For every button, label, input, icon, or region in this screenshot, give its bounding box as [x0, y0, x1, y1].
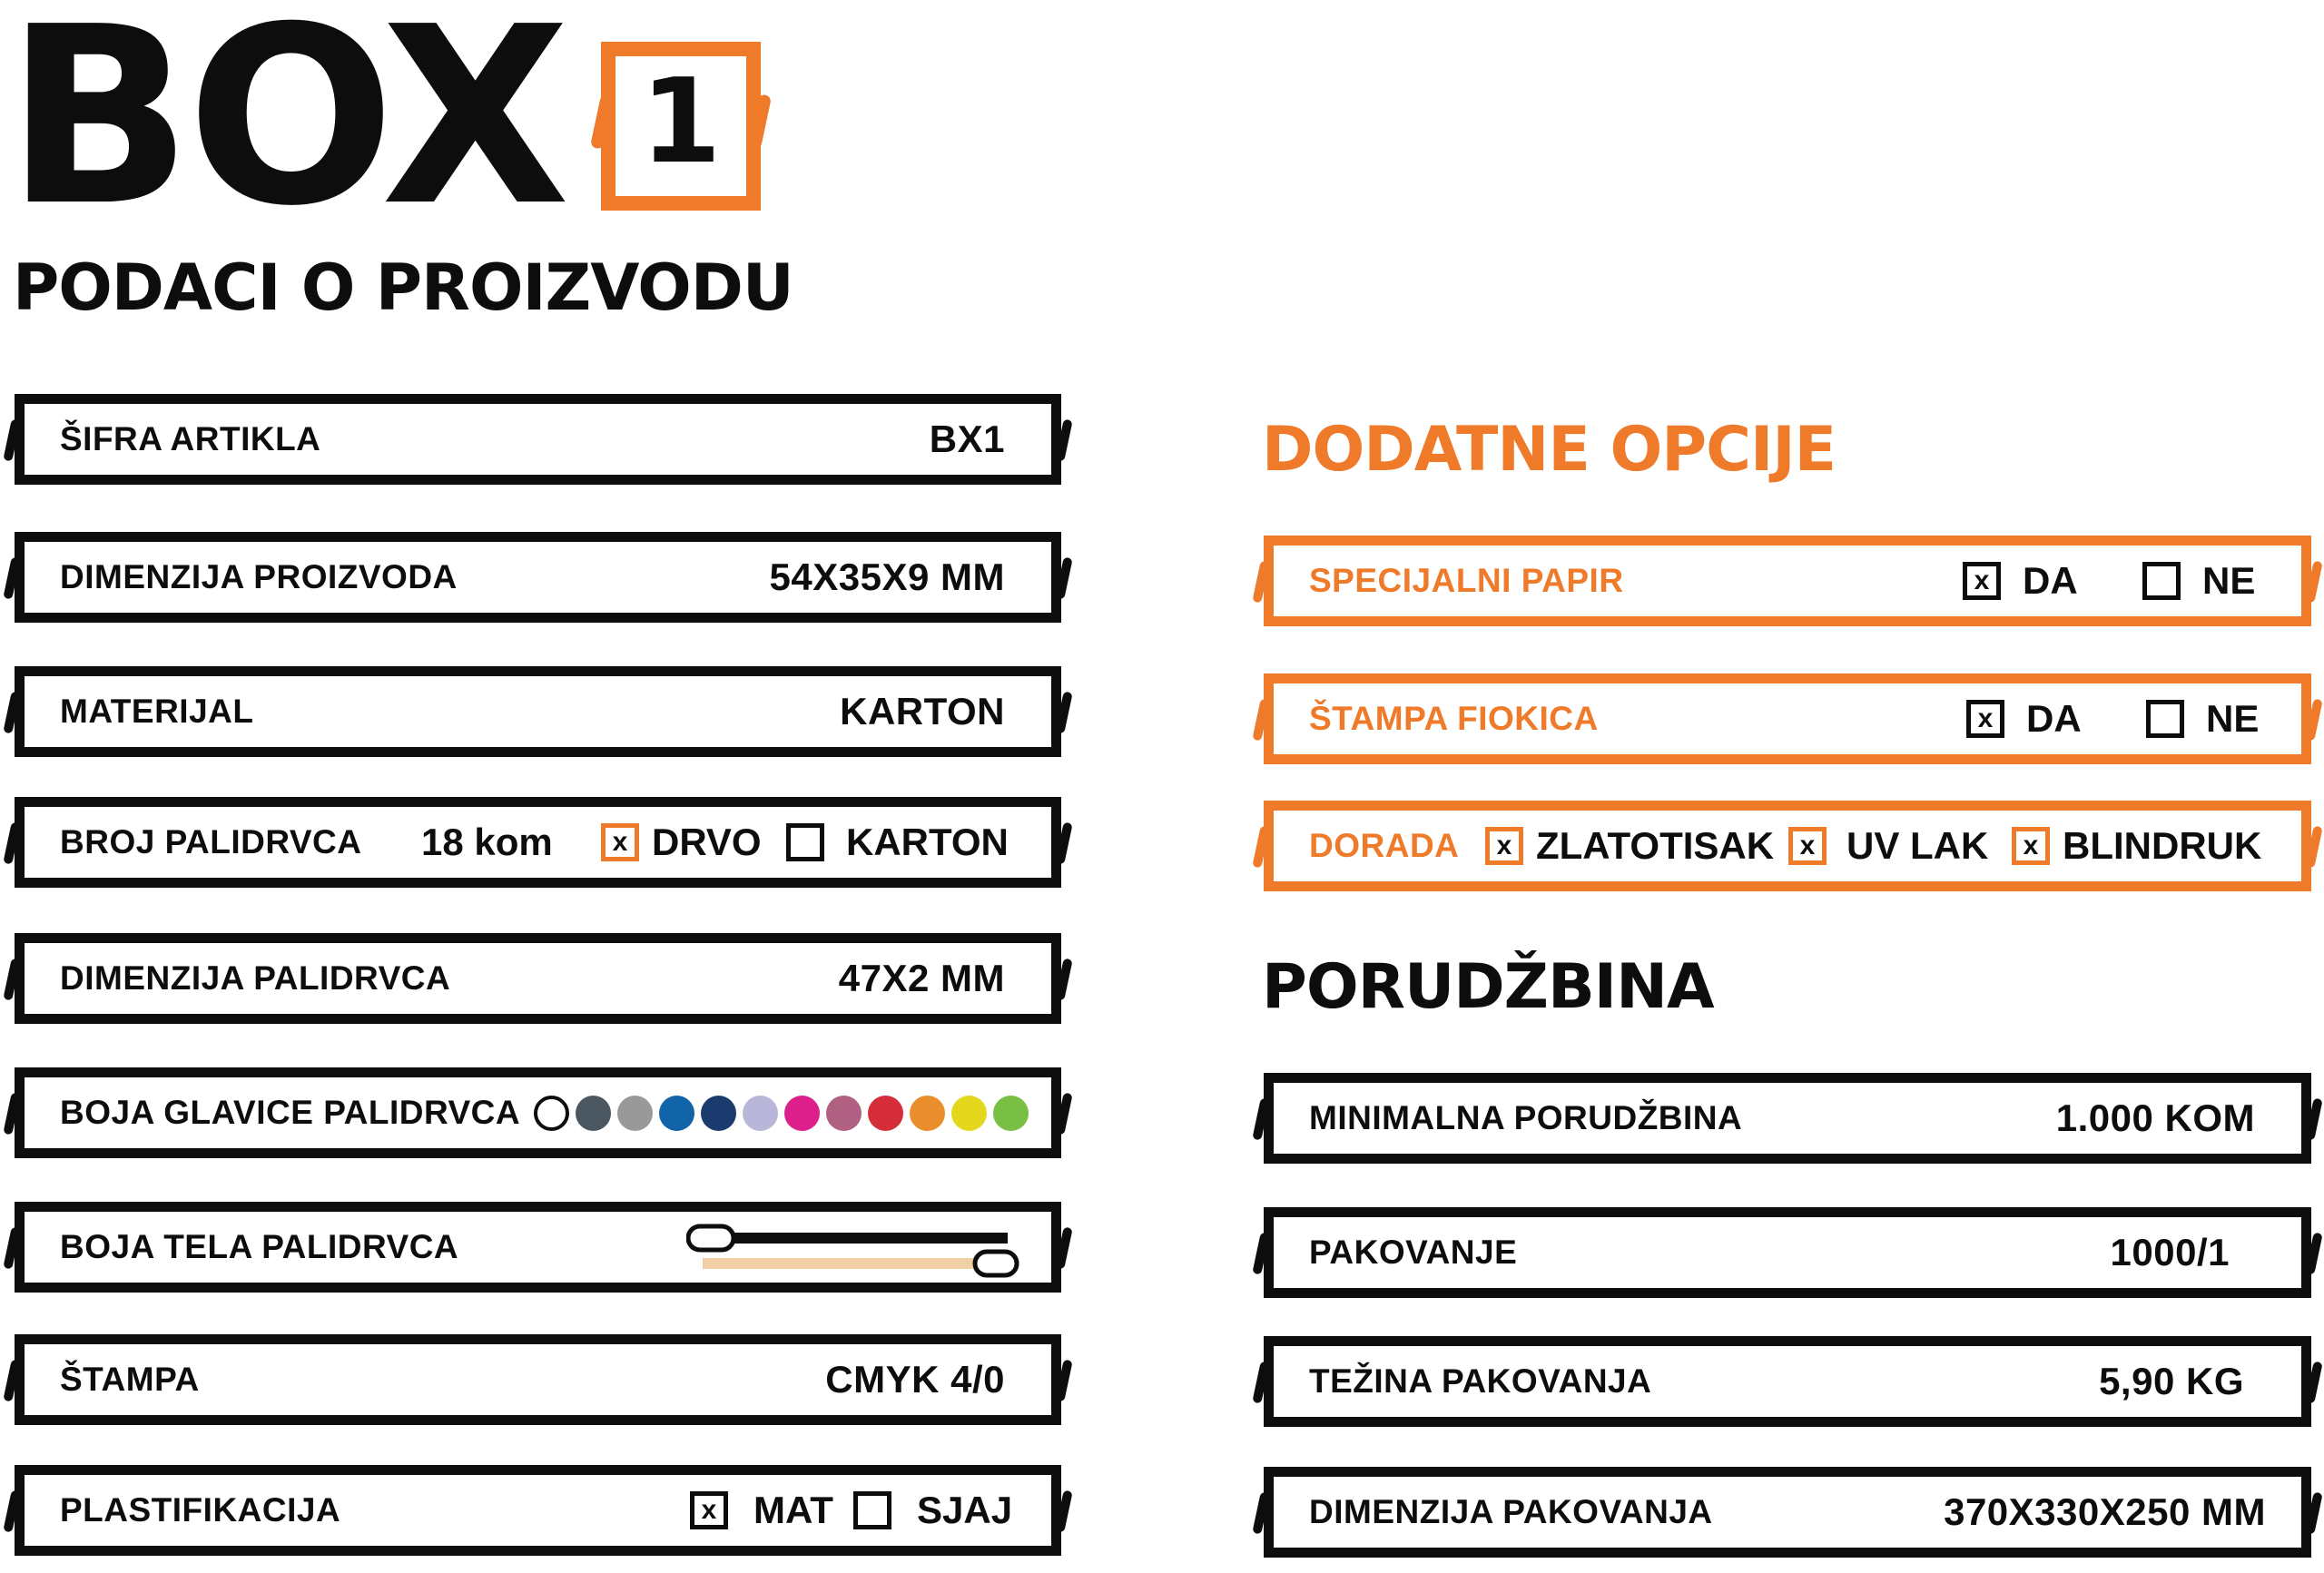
color-swatches — [534, 1067, 1029, 1158]
row-value: KARTON — [840, 690, 1005, 732]
row-plastifikacija — [15, 1465, 1061, 1556]
option-sjaj — [853, 1465, 1012, 1556]
page-title: PODACI O PROIZVODU — [13, 251, 793, 325]
option-uv-lak — [1788, 801, 1988, 891]
row-label: ŠIFRA ARTIKLA — [60, 420, 321, 457]
row-boja-glavice — [15, 1067, 1061, 1158]
row-dimenzija-proizvoda — [15, 532, 1061, 623]
row-label: BROJ PALIDRVCA — [60, 823, 362, 860]
zlatotisak-checkbox[interactable]: x — [1485, 827, 1523, 865]
row-sifra-artikla — [15, 394, 1061, 485]
order-title: PORUDŽBINA — [1262, 951, 1714, 1023]
color-swatch — [617, 1096, 653, 1131]
color-swatch — [576, 1096, 611, 1131]
mat-checkbox[interactable]: x — [690, 1491, 728, 1529]
row-tezina-pakovanja — [1264, 1336, 2311, 1427]
row-label: MINIMALNA PORUDŽBINA — [1309, 1099, 1743, 1136]
color-swatch — [659, 1096, 694, 1131]
row-label: DORADA — [1309, 827, 1460, 864]
row-dimenzija-pakovanja — [1264, 1467, 2311, 1558]
option-label: ZLATOTISAK — [1536, 824, 1775, 867]
row-label: DIMENZIJA PROIZVODA — [60, 558, 458, 595]
row-label: TEŽINA PAKOVANJA — [1309, 1362, 1652, 1400]
color-swatch — [910, 1096, 945, 1131]
row-label: MATERIJAL — [60, 693, 254, 730]
logo-number-box — [599, 40, 763, 203]
row-pakovanje — [1264, 1207, 2311, 1298]
color-swatch — [868, 1096, 903, 1131]
row-label: BOJA GLAVICE PALIDRVCA — [60, 1094, 521, 1131]
sjaj-checkbox[interactable] — [853, 1491, 891, 1529]
ne-checkbox[interactable] — [2142, 562, 2181, 600]
uv-lak-checkbox[interactable]: x — [1788, 827, 1827, 865]
options-title: DODATNE OPCIJE — [1262, 414, 1837, 486]
option-karton — [786, 797, 1009, 888]
option-ne — [2142, 536, 2255, 626]
row-value: 370X330X250 MM — [1944, 1490, 2266, 1533]
row-label: SPECIJALNI PAPIR — [1309, 562, 1624, 599]
row-boja-tela — [15, 1202, 1061, 1293]
option-da — [1966, 673, 2082, 764]
option-zlatotisak — [1485, 801, 1774, 891]
color-swatch — [826, 1096, 862, 1131]
option-label: DA — [2026, 697, 2082, 740]
blindruk-checkbox[interactable]: x — [2012, 827, 2050, 865]
match-count: 18 kom — [421, 821, 553, 863]
row-materijal — [15, 666, 1061, 757]
row-minimalna-porudzbina — [1264, 1073, 2311, 1164]
row-broj-palidrvca — [15, 797, 1061, 888]
color-swatch — [743, 1096, 778, 1131]
row-label: BOJA TELA PALIDRVCA — [60, 1228, 459, 1265]
wood-stick-icon — [703, 1258, 1008, 1269]
row-label: DIMENZIJA PAKOVANJA — [1309, 1493, 1713, 1530]
option-da — [1963, 536, 2078, 626]
color-swatch — [993, 1096, 1029, 1131]
row-label: DIMENZIJA PALIDRVCA — [60, 959, 451, 997]
option-ne — [2146, 673, 2259, 764]
option-blindruk — [2012, 801, 2261, 891]
logo-number: 1 — [640, 54, 722, 190]
color-swatch — [534, 1096, 569, 1131]
row-value: 5,90 KG — [2099, 1360, 2244, 1402]
match-stick-icons — [686, 1214, 1031, 1283]
option-mat — [690, 1465, 833, 1556]
wood-stick-head-icon — [975, 1252, 1017, 1275]
row-stampa-fiokica — [1264, 673, 2311, 764]
row-stampa — [15, 1334, 1061, 1425]
row-specijalni-papir — [1264, 536, 2311, 626]
row-value: 1.000 KOM — [2055, 1096, 2255, 1139]
black-stick-icon — [703, 1233, 1008, 1244]
karton-checkbox[interactable] — [786, 823, 824, 861]
option-drvo — [601, 797, 762, 888]
row-value: CMYK 4/0 — [825, 1358, 1005, 1401]
option-label: BLINDRUK — [2063, 824, 2262, 867]
row-value: BX1 — [929, 418, 1005, 460]
option-label: SJAJ — [917, 1489, 1013, 1531]
row-label: PLASTIFIKACIJA — [60, 1491, 341, 1529]
option-label: DRVO — [652, 821, 762, 863]
black-stick-head-icon — [688, 1226, 734, 1250]
da-checkbox[interactable]: x — [1966, 700, 2004, 738]
ne-checkbox[interactable] — [2146, 700, 2184, 738]
option-label: UV LAK — [1846, 824, 1989, 867]
drvo-checkbox[interactable]: x — [601, 823, 639, 861]
row-value: 47X2 MM — [838, 957, 1005, 999]
row-label: ŠTAMPA FIOKICA — [1309, 700, 1599, 737]
color-swatch — [784, 1096, 820, 1131]
color-swatch — [951, 1096, 987, 1131]
option-label: NE — [2202, 559, 2256, 602]
row-dimenzija-palidrvca — [15, 933, 1061, 1024]
option-label: DA — [2023, 559, 2078, 602]
color-swatch — [701, 1096, 736, 1131]
row-label: PAKOVANJE — [1309, 1234, 1518, 1271]
da-checkbox[interactable]: x — [1963, 562, 2001, 600]
logo-text: BOX — [5, 0, 565, 260]
row-value: 54X35X9 MM — [769, 555, 1005, 598]
row-value: 1000/1 — [2110, 1231, 2230, 1273]
option-label: NE — [2206, 697, 2260, 740]
option-label: MAT — [753, 1489, 833, 1531]
option-label: KARTON — [846, 821, 1009, 863]
row-label: ŠTAMPA — [60, 1361, 200, 1398]
row-dorada — [1264, 801, 2311, 891]
